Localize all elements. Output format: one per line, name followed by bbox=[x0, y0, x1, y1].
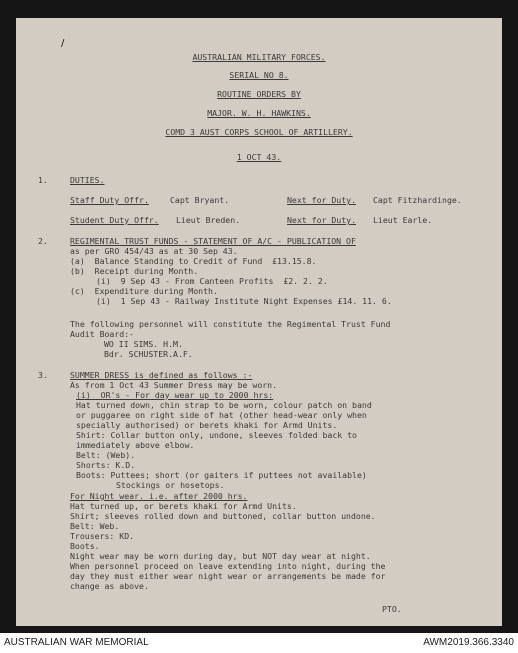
section-3-line: Night wear may be worn during day, but NOT day wear at night. bbox=[70, 551, 371, 561]
audit-member: Bdr. SCHUSTER.A.F. bbox=[104, 349, 193, 359]
footer-bar bbox=[0, 633, 518, 653]
header-officer: MAJOR. W. H. HAWKINS. bbox=[207, 108, 311, 118]
student-duty-value: Lieut Breden. bbox=[176, 215, 241, 225]
section-2-line: (i) 9 Sep 43 - From Canteen Profits £2. 2. 2. bbox=[96, 276, 328, 286]
header-command: COMD 3 AUST CORPS SCHOOL OF ARTILLERY. bbox=[165, 127, 353, 137]
section-3-line: (i) OR's - For day wear up to 2000 hrs: bbox=[76, 390, 274, 400]
section-2-line: (b) Receipt during Month. bbox=[70, 266, 199, 276]
header-title: ROUTINE ORDERS BY bbox=[217, 89, 301, 99]
student-next-label: Next for Duty. bbox=[287, 215, 357, 225]
footer-credit: AUSTRALIAN WAR MEMORIAL bbox=[4, 637, 149, 648]
section-3-line: Hat turned down, chin strap to be worn, colour patch on band bbox=[76, 400, 372, 410]
staff-duty-label: Staff Duty Offr. bbox=[70, 195, 149, 205]
student-duty-label: Student Duty Offr. bbox=[70, 215, 159, 225]
section-3-line: Boots: Puttees; short (or gaiters if puttees not available) bbox=[76, 470, 367, 480]
section-3-line: specially authorised) or berets khaki for Armd Units. bbox=[76, 420, 338, 430]
section-3-line: For Night wear. i.e. after 2000 hrs. bbox=[70, 491, 248, 501]
pencil-mark: / bbox=[61, 38, 65, 49]
header-org: AUSTRALIAN MILITARY FORCES. bbox=[192, 52, 326, 62]
pto-note: PTO. bbox=[382, 604, 402, 614]
section-2-number: 2. bbox=[38, 236, 48, 246]
section-1-number: 1. bbox=[38, 175, 48, 185]
header-serial: SERIAL NO 8. bbox=[229, 70, 289, 80]
section-3-line: Trousers: KD. bbox=[70, 531, 135, 541]
section-2-line: as per GRO 454/43 as at 30 Sep 43. bbox=[70, 246, 238, 256]
section-3-line: or puggaree on right side of hat (other head-wear only when bbox=[76, 410, 367, 420]
section-2-line: (i) 1 Sep 43 - Railway Institute Night Expenses £14. 11. 6. bbox=[96, 296, 392, 306]
section-3-line: immediately above elbow. bbox=[76, 440, 195, 450]
section-3-line: Belt: (Web). bbox=[76, 450, 136, 460]
student-next-value: Lieut Earle. bbox=[373, 215, 433, 225]
section-2-title: REGIMENTAL TRUST FUNDS - STATEMENT OF A/C - PUBLICATION OF bbox=[70, 236, 356, 246]
section-3-line: day they must either wear night wear or arrangements be made for bbox=[70, 571, 386, 581]
section-3-line: Boots. bbox=[70, 541, 100, 551]
section-2-line: (c) Expenditure during Month. bbox=[70, 286, 218, 296]
audit-member: WO II SIMS. H.M. bbox=[104, 339, 183, 349]
footer-accession-id: AWM2019.366.3340 bbox=[423, 637, 514, 648]
section-3-line: As from 1 Oct 43 Summer Dress may be worn. bbox=[70, 380, 278, 390]
header-date: 1 OCT 43. bbox=[236, 152, 282, 162]
section-2-line: Audit Board:- bbox=[70, 329, 135, 339]
section-1-title: DUTIES. bbox=[70, 175, 105, 185]
section-3-line: Hat turned up, or berets khaki for Armd Units. bbox=[70, 501, 297, 511]
section-3-line: change as above. bbox=[70, 581, 149, 591]
section-3-line: Belt: Web. bbox=[70, 521, 120, 531]
section-3-line: Shirt: Collar button only, undone, sleeves folded back to bbox=[76, 430, 357, 440]
section-3-line: Shorts: K.D. bbox=[76, 460, 136, 470]
section-2-line: The following personnel will constitute the Regimental Trust Fund bbox=[70, 319, 391, 329]
section-3-line: When personnel proceed on leave extending into night, during the bbox=[70, 561, 386, 571]
section-3-title: SUMMER DRESS is defined as follows :- bbox=[70, 370, 253, 380]
section-3-number: 3. bbox=[38, 370, 48, 380]
staff-next-label: Next for Duty. bbox=[287, 195, 357, 205]
document-page bbox=[16, 18, 502, 626]
section-3-line: Shirt; sleeves rolled down and buttoned, collar button undone. bbox=[70, 511, 376, 521]
staff-duty-value: Capt Bryant. bbox=[170, 195, 230, 205]
section-3-line: Stockings or hosetops. bbox=[116, 480, 225, 490]
staff-next-value: Capt Fitzhardinge. bbox=[373, 195, 462, 205]
section-2-line: (a) Balance Standing to Credit of Fund £13.15.8. bbox=[70, 256, 317, 266]
